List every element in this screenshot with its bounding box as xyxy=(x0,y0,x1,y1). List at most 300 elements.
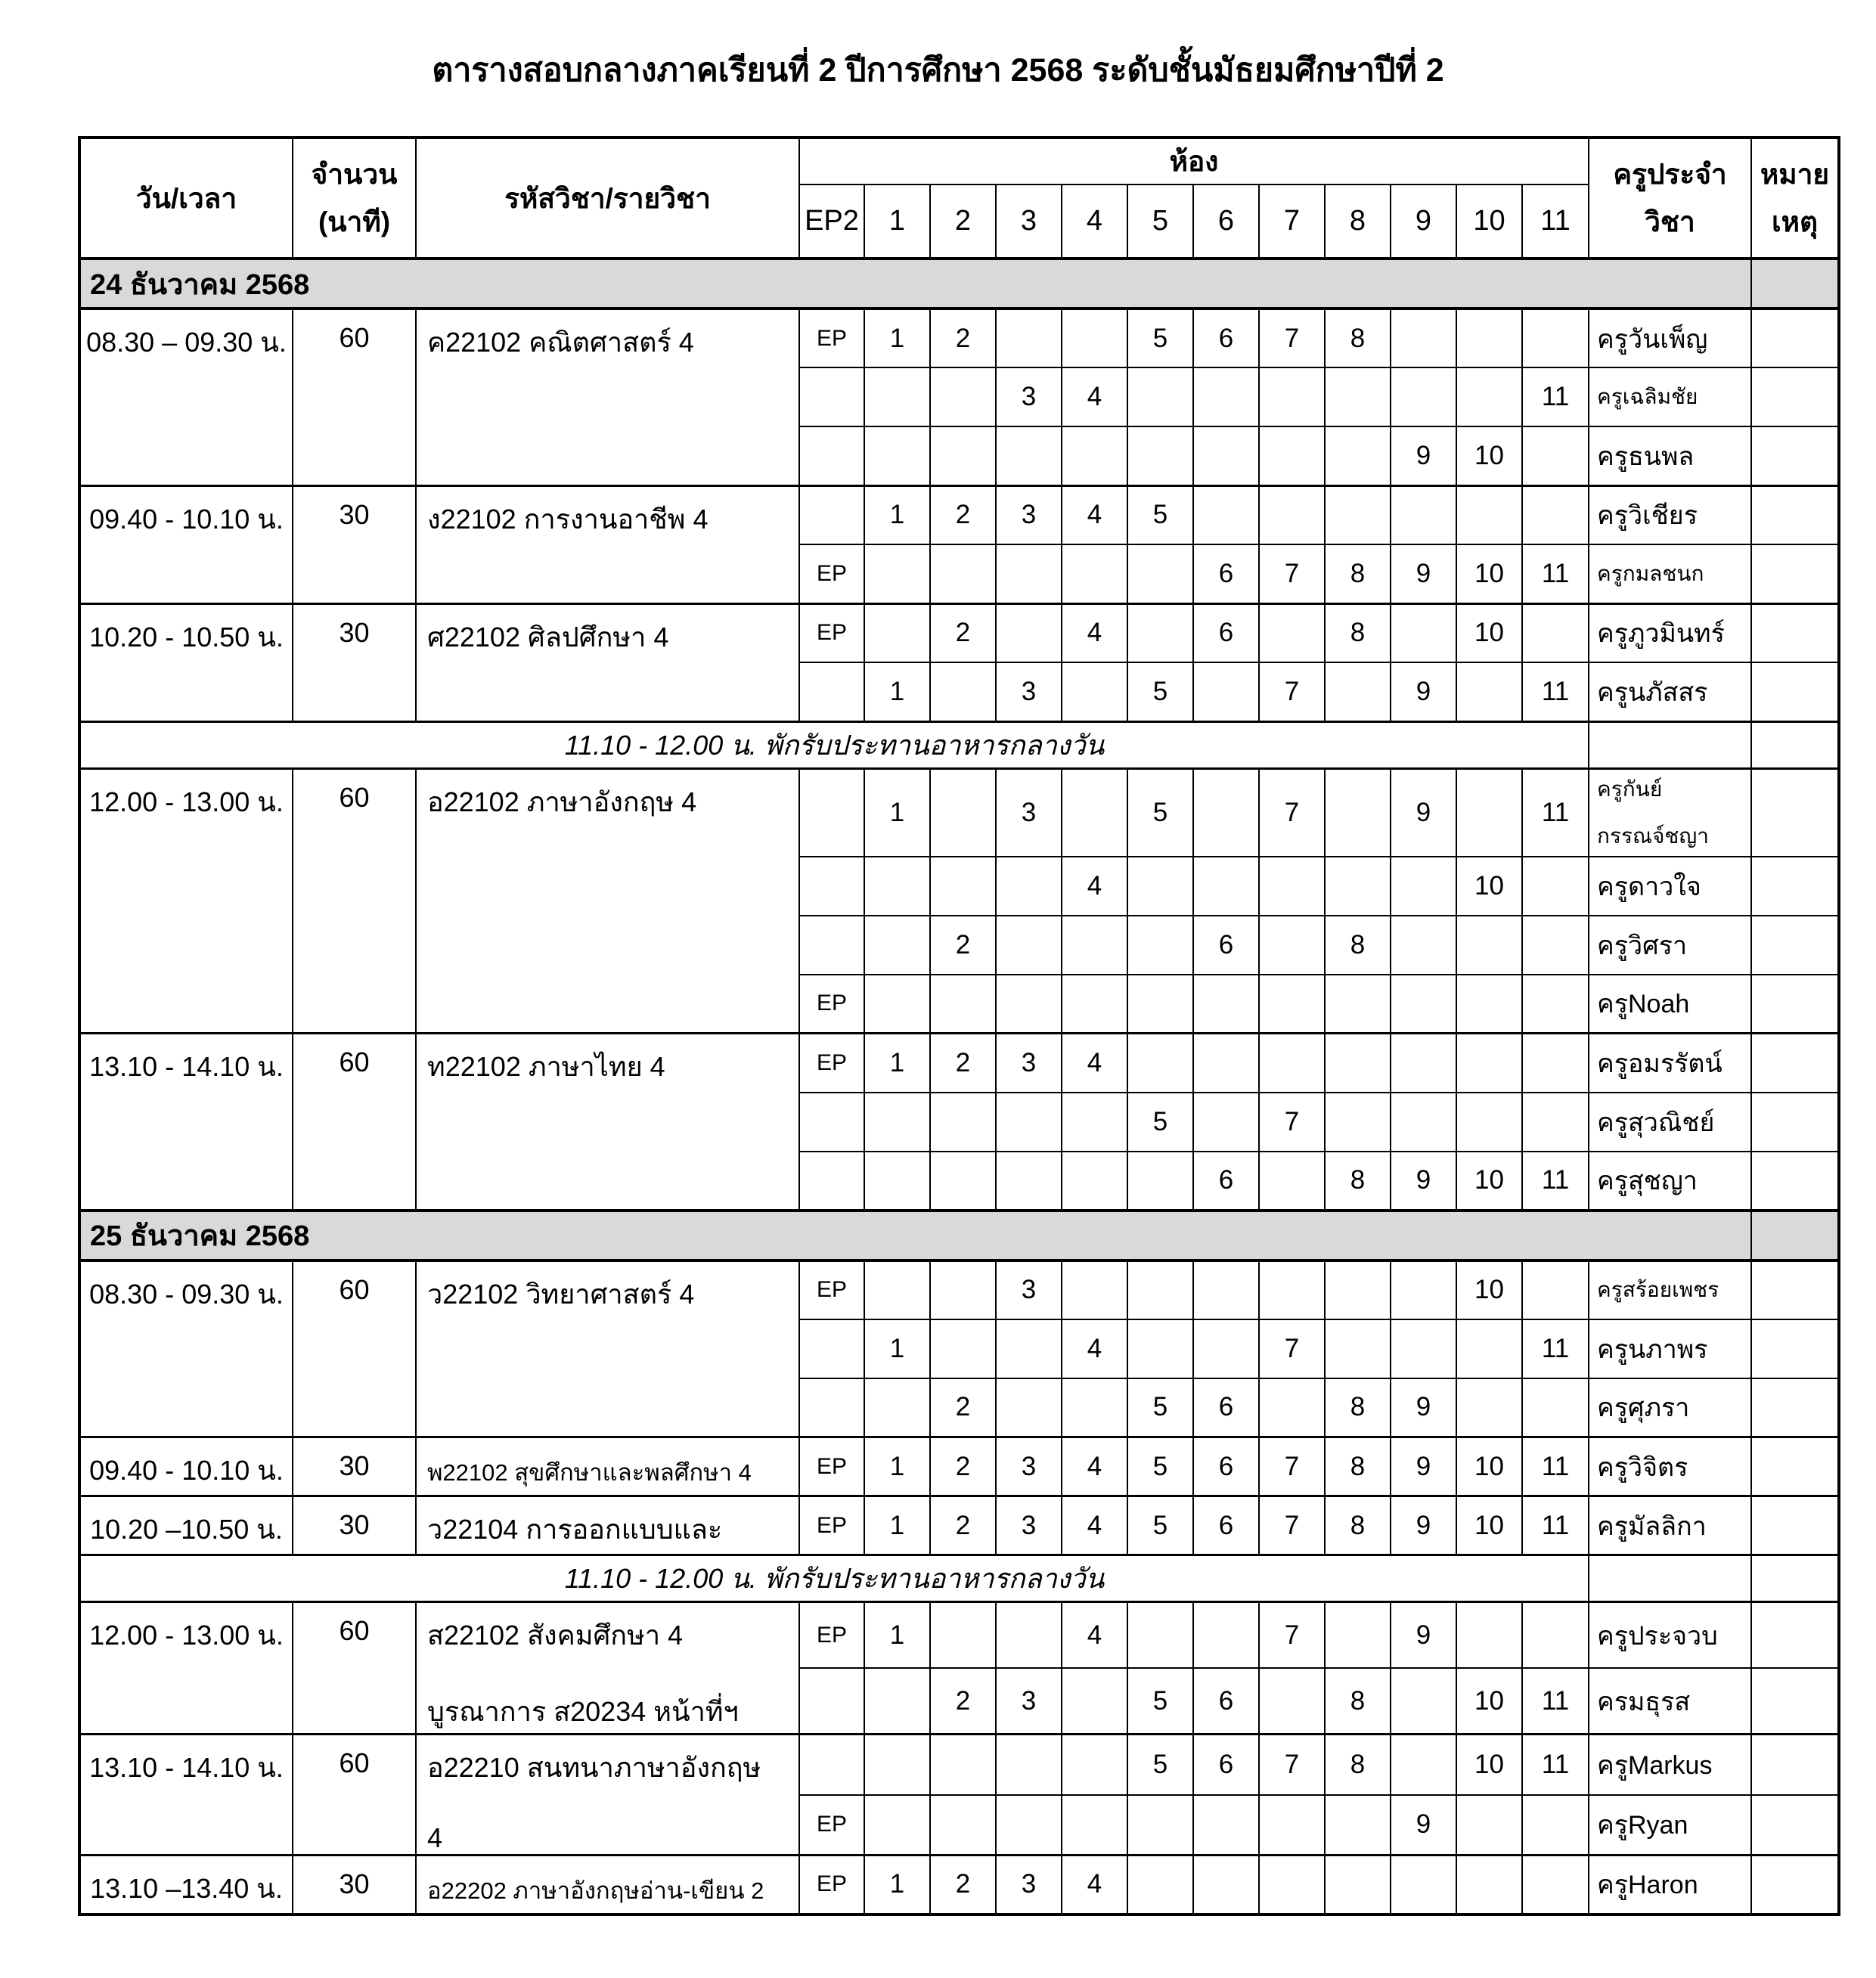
header-teacher-line: ครูประจำ xyxy=(1613,159,1727,190)
remark-cell xyxy=(1751,1093,1839,1152)
room-cell xyxy=(1325,1856,1391,1914)
teacher-cell xyxy=(1589,544,1751,603)
subject-line: ศ22102 ศิลปศึกษา 4 xyxy=(427,621,669,653)
room-cell xyxy=(1259,1668,1325,1735)
room-cell xyxy=(1259,603,1325,662)
subject-cell xyxy=(416,308,799,485)
header-room-8: 8 xyxy=(1325,184,1391,259)
subject-line: อ22102 ภาษาอังกฤษ 4 xyxy=(427,786,697,817)
room-cell xyxy=(1193,1034,1259,1093)
room-cell xyxy=(1522,857,1589,916)
header-room-7: 7 xyxy=(1259,184,1325,259)
room-cell xyxy=(1456,662,1522,721)
room-cell xyxy=(1062,662,1127,721)
room-cell xyxy=(996,1735,1062,1795)
teacher-name-line: ครูวิศรา xyxy=(1597,931,1688,960)
room-cell: 8 xyxy=(1325,544,1391,603)
room-cell: EP xyxy=(799,1034,864,1093)
room-cell xyxy=(930,367,996,426)
room-cell xyxy=(1456,367,1522,426)
room-cell xyxy=(1259,1378,1325,1437)
room-cell xyxy=(996,1378,1062,1437)
room-cell: 8 xyxy=(1325,1735,1391,1795)
room-cell xyxy=(1127,1856,1193,1914)
teacher-cell xyxy=(1589,1555,1751,1602)
room-cell: 6 xyxy=(1193,1152,1259,1211)
room-cell: 8 xyxy=(1325,1378,1391,1437)
room-cell xyxy=(1325,1093,1391,1152)
room-cell xyxy=(864,367,930,426)
room-cell xyxy=(1062,1795,1127,1856)
room-cell xyxy=(1456,916,1522,975)
remark-cell xyxy=(1751,1034,1839,1093)
room-cell xyxy=(1391,1735,1456,1795)
room-cell xyxy=(1325,857,1391,916)
room-cell xyxy=(930,1260,996,1319)
room-cell xyxy=(1193,768,1259,857)
room-cell: 11 xyxy=(1522,1735,1589,1795)
teacher-name-line: ครูวิจิตร xyxy=(1597,1452,1688,1482)
room-cell xyxy=(1193,1795,1259,1856)
subject-cell xyxy=(416,1856,799,1914)
room-cell: 8 xyxy=(1325,1152,1391,1211)
room-cell xyxy=(1127,975,1193,1034)
room-cell xyxy=(930,544,996,603)
room-cell: 5 xyxy=(1127,1093,1193,1152)
room-cell xyxy=(1062,1260,1127,1319)
room-cell xyxy=(1127,916,1193,975)
room-cell xyxy=(864,857,930,916)
room-cell xyxy=(1259,1034,1325,1093)
remark-cell xyxy=(1751,1437,1839,1496)
room-cell xyxy=(1456,1093,1522,1152)
exam-row xyxy=(79,1034,1839,1093)
room-cell: 5 xyxy=(1127,1496,1193,1555)
room-cell xyxy=(1456,1034,1522,1093)
room-cell: 1 xyxy=(864,768,930,857)
room-cell xyxy=(1325,426,1391,485)
room-cell xyxy=(1456,1378,1522,1437)
room-cell: 10 xyxy=(1456,603,1522,662)
section-date: 24 ธันวาคม 2568 xyxy=(79,259,1751,308)
room-cell: 7 xyxy=(1259,1602,1325,1669)
room-cell xyxy=(799,1319,864,1378)
room-cell xyxy=(1127,1260,1193,1319)
room-cell xyxy=(1193,1093,1259,1152)
teacher-name-line: ครูวันเพ็ญ xyxy=(1597,324,1708,354)
room-cell xyxy=(1127,857,1193,916)
room-cell xyxy=(1127,1152,1193,1211)
room-cell xyxy=(1259,1856,1325,1914)
room-cell xyxy=(930,662,996,721)
room-cell: 6 xyxy=(1193,603,1259,662)
subject-cell xyxy=(416,1034,799,1211)
teacher-cell xyxy=(1589,1093,1751,1152)
room-cell xyxy=(930,768,996,857)
time-cell: 12.00 - 13.00 น. xyxy=(79,768,293,1034)
room-cell: 4 xyxy=(1062,1319,1127,1378)
header-room-ep2: EP2 xyxy=(799,184,864,259)
room-cell: 8 xyxy=(1325,1668,1391,1735)
room-cell xyxy=(1391,367,1456,426)
remark-cell xyxy=(1751,1260,1839,1319)
exam-row xyxy=(79,768,1839,857)
teacher-cell xyxy=(1589,916,1751,975)
room-cell xyxy=(1325,1260,1391,1319)
room-cell xyxy=(930,857,996,916)
room-cell: 1 xyxy=(864,1856,930,1914)
time-cell: 12.00 - 13.00 น. xyxy=(79,1602,293,1735)
room-cell: 3 xyxy=(996,485,1062,544)
room-cell: 4 xyxy=(1062,603,1127,662)
header-day-time: วัน/เวลา xyxy=(79,138,293,259)
room-cell xyxy=(930,975,996,1034)
header-room-9: 9 xyxy=(1391,184,1456,259)
room-cell: 6 xyxy=(1193,544,1259,603)
room-cell xyxy=(1456,1319,1522,1378)
page-title: ตารางสอบกลางภาคเรียนที่ 2 ปีการศึกษา 2568 ระดับชั้นมัธยมศึกษาปีที่ 2 xyxy=(432,52,1444,88)
teacher-cell xyxy=(1589,603,1751,662)
time-cell: 10.20 –10.50 น. xyxy=(79,1496,293,1555)
header-duration-line: (นาที) xyxy=(318,206,391,237)
room-cell: 4 xyxy=(1062,1496,1127,1555)
minutes-cell: 30 xyxy=(293,1856,416,1914)
teacher-cell xyxy=(1589,1856,1751,1914)
section-remark-cell xyxy=(1751,1211,1839,1260)
time-cell: 13.10 - 14.10 น. xyxy=(79,1034,293,1211)
minutes-cell: 30 xyxy=(293,1496,416,1555)
section-row xyxy=(79,259,1839,308)
subject-line: 4 xyxy=(427,1822,443,1853)
remark-cell xyxy=(1751,544,1839,603)
room-cell xyxy=(930,426,996,485)
room-cell xyxy=(996,1319,1062,1378)
room-cell xyxy=(1522,1260,1589,1319)
room-cell xyxy=(1522,1795,1589,1856)
exam-row xyxy=(79,1602,1839,1669)
room-cell xyxy=(1127,1034,1193,1093)
room-cell: 11 xyxy=(1522,1496,1589,1555)
room-cell xyxy=(864,1668,930,1735)
room-cell: 6 xyxy=(1193,1496,1259,1555)
room-cell xyxy=(1522,1378,1589,1437)
room-cell: 4 xyxy=(1062,367,1127,426)
room-cell xyxy=(1391,485,1456,544)
room-cell xyxy=(799,1668,864,1735)
room-cell: 1 xyxy=(864,1602,930,1669)
room-cell xyxy=(1259,367,1325,426)
room-cell xyxy=(1062,1735,1127,1795)
room-cell xyxy=(1325,1319,1391,1378)
subject-line: บูรณาการ ส20234 หน้าที่ฯ xyxy=(427,1696,739,1727)
room-cell: 8 xyxy=(1325,603,1391,662)
room-cell: 5 xyxy=(1127,485,1193,544)
remark-cell xyxy=(1751,857,1839,916)
teacher-cell xyxy=(1589,367,1751,426)
room-cell: EP xyxy=(799,1260,864,1319)
room-cell xyxy=(799,1735,864,1795)
room-cell xyxy=(799,367,864,426)
room-cell: 11 xyxy=(1522,662,1589,721)
subject-cell xyxy=(416,768,799,1034)
teacher-name-line: ครูสร้อยเพชร xyxy=(1597,1278,1719,1301)
room-cell xyxy=(1522,485,1589,544)
time-cell: 09.40 - 10.10 น. xyxy=(79,485,293,603)
room-cell xyxy=(996,1602,1062,1669)
room-cell: EP xyxy=(799,1856,864,1914)
header-room-11: 11 xyxy=(1522,184,1589,259)
room-cell xyxy=(1193,1260,1259,1319)
subject-line: ค22102 คณิตศาสตร์ 4 xyxy=(427,327,694,358)
room-cell xyxy=(996,916,1062,975)
header-room-3: 3 xyxy=(996,184,1062,259)
remark-cell xyxy=(1751,1555,1839,1602)
room-cell xyxy=(1259,916,1325,975)
section-row xyxy=(79,1211,1839,1260)
room-cell: 6 xyxy=(1193,1668,1259,1735)
header-room-4: 4 xyxy=(1062,184,1127,259)
room-cell: 3 xyxy=(996,662,1062,721)
room-cell: 10 xyxy=(1456,1260,1522,1319)
header-room-1: 1 xyxy=(864,184,930,259)
subject-line: อ22210 สนทนาภาษาอังกฤษ xyxy=(427,1752,761,1783)
room-cell xyxy=(864,1378,930,1437)
remark-cell xyxy=(1751,1602,1839,1669)
room-cell: EP xyxy=(799,1602,864,1669)
teacher-name-line: ครูศุภรา xyxy=(1597,1394,1690,1423)
room-cell xyxy=(1325,768,1391,857)
room-cell: 5 xyxy=(1127,1437,1193,1496)
room-cell xyxy=(1193,662,1259,721)
room-cell: 4 xyxy=(1062,485,1127,544)
room-cell: 7 xyxy=(1259,308,1325,367)
remark-cell xyxy=(1751,1735,1839,1795)
room-cell xyxy=(1391,1034,1456,1093)
exam-row xyxy=(79,1496,1839,1555)
subject-line: ส22102 สังคมศึกษา 4 xyxy=(427,1620,684,1651)
room-cell: EP xyxy=(799,308,864,367)
room-cell xyxy=(1325,1602,1391,1669)
room-cell xyxy=(1325,485,1391,544)
room-cell xyxy=(799,662,864,721)
remark-cell xyxy=(1751,1319,1839,1378)
room-cell xyxy=(1127,1319,1193,1378)
remark-cell xyxy=(1751,1856,1839,1914)
room-cell xyxy=(1127,603,1193,662)
teacher-name-line: ครูHaron xyxy=(1597,1871,1698,1900)
room-cell xyxy=(1522,1856,1589,1914)
room-cell xyxy=(799,1378,864,1437)
room-cell xyxy=(1522,308,1589,367)
subject-cell xyxy=(416,603,799,721)
remark-cell xyxy=(1751,426,1839,485)
room-cell xyxy=(1456,768,1522,857)
room-cell: 1 xyxy=(864,1034,930,1093)
room-cell: 1 xyxy=(864,662,930,721)
room-cell xyxy=(1522,975,1589,1034)
remark-cell xyxy=(1751,1378,1839,1437)
room-cell xyxy=(1325,367,1391,426)
room-cell xyxy=(1062,1152,1127,1211)
room-cell xyxy=(1391,1093,1456,1152)
room-cell xyxy=(864,1735,930,1795)
room-cell: 7 xyxy=(1259,544,1325,603)
minutes-cell: 30 xyxy=(293,485,416,603)
room-cell: 10 xyxy=(1456,857,1522,916)
room-cell: 11 xyxy=(1522,1668,1589,1735)
room-cell: 8 xyxy=(1325,1496,1391,1555)
room-cell xyxy=(996,426,1062,485)
subject-line: อ22202 ภาษาอังกฤษอ่าน-เขียน 2 xyxy=(427,1877,764,1904)
teacher-cell xyxy=(1589,721,1751,768)
remark-cell xyxy=(1751,485,1839,544)
room-cell: 1 xyxy=(864,1319,930,1378)
remark-cell xyxy=(1751,721,1839,768)
room-cell xyxy=(1062,768,1127,857)
minutes-cell: 60 xyxy=(293,1735,416,1856)
header-room-5: 5 xyxy=(1127,184,1193,259)
room-cell: 6 xyxy=(1193,1437,1259,1496)
room-cell xyxy=(1391,916,1456,975)
room-cell xyxy=(930,1093,996,1152)
subject-cell xyxy=(416,1496,799,1555)
room-cell: 10 xyxy=(1456,1496,1522,1555)
teacher-name-line: ครูภูวมินทร์ xyxy=(1597,619,1725,649)
room-cell xyxy=(1062,916,1127,975)
minutes-cell: 30 xyxy=(293,603,416,721)
room-cell: 2 xyxy=(930,1378,996,1437)
subject-line: ว22102 วิทยาศาสตร์ 4 xyxy=(427,1278,695,1310)
remark-cell xyxy=(1751,975,1839,1034)
room-cell xyxy=(1193,1602,1259,1669)
header-remark xyxy=(1751,138,1839,259)
room-cell xyxy=(996,1152,1062,1211)
room-cell: 3 xyxy=(996,1437,1062,1496)
header-remark-line: หมาย xyxy=(1760,159,1830,190)
room-cell: 3 xyxy=(996,768,1062,857)
remark-cell xyxy=(1751,916,1839,975)
remark-cell xyxy=(1751,768,1839,857)
header-teacher xyxy=(1589,138,1751,259)
room-cell xyxy=(930,1795,996,1856)
exam-row xyxy=(79,308,1839,367)
room-cell xyxy=(1325,662,1391,721)
room-cell xyxy=(864,544,930,603)
room-cell: 4 xyxy=(1062,1437,1127,1496)
room-cell xyxy=(1193,975,1259,1034)
remark-cell xyxy=(1751,1795,1839,1856)
room-cell: 5 xyxy=(1127,308,1193,367)
teacher-name-line: ครูธนพล xyxy=(1597,442,1695,471)
teacher-name-line: ครูวิเชียร xyxy=(1597,501,1698,531)
room-cell: 4 xyxy=(1062,1856,1127,1914)
room-cell xyxy=(799,1093,864,1152)
lunch-break-row xyxy=(79,721,1839,768)
time-cell: 13.10 –13.40 น. xyxy=(79,1856,293,1914)
teacher-cell xyxy=(1589,1319,1751,1378)
room-cell: 5 xyxy=(1127,1735,1193,1795)
teacher-cell xyxy=(1589,426,1751,485)
room-cell xyxy=(1456,1856,1522,1914)
room-cell xyxy=(1456,975,1522,1034)
room-cell: EP xyxy=(799,603,864,662)
minutes-cell: 60 xyxy=(293,1602,416,1735)
header-subject: รหัสวิชา/รายวิชา xyxy=(416,138,799,259)
room-cell xyxy=(930,1735,996,1795)
room-cell: 9 xyxy=(1391,426,1456,485)
room-cell: 5 xyxy=(1127,768,1193,857)
header-remark-line: เหตุ xyxy=(1771,206,1819,237)
room-cell xyxy=(1259,426,1325,485)
room-cell xyxy=(799,485,864,544)
subject-line: ท22102 ภาษาไทย 4 xyxy=(427,1051,665,1082)
minutes-cell: 60 xyxy=(293,308,416,485)
room-cell xyxy=(1325,1795,1391,1856)
remark-cell xyxy=(1751,308,1839,367)
teacher-cell xyxy=(1589,1496,1751,1555)
room-cell: 7 xyxy=(1259,1496,1325,1555)
minutes-cell: 60 xyxy=(293,1260,416,1437)
room-cell xyxy=(1522,1093,1589,1152)
room-cell: 2 xyxy=(930,1437,996,1496)
time-cell: 08.30 – 09.30 น. xyxy=(79,308,293,485)
teacher-name-line: ครูกมลชนก xyxy=(1597,561,1704,585)
room-cell: 7 xyxy=(1259,1437,1325,1496)
lunch-break-row xyxy=(79,1555,1839,1602)
room-cell xyxy=(1325,1034,1391,1093)
room-cell: 1 xyxy=(864,308,930,367)
room-cell: 11 xyxy=(1522,1152,1589,1211)
room-cell xyxy=(996,1795,1062,1856)
room-cell xyxy=(930,1319,996,1378)
teacher-name-line: ครูนภาพร xyxy=(1597,1335,1708,1364)
room-cell xyxy=(1456,485,1522,544)
room-cell: 2 xyxy=(930,1856,996,1914)
header-duration xyxy=(293,138,416,259)
room-cell: 10 xyxy=(1456,544,1522,603)
room-cell xyxy=(1193,1319,1259,1378)
subject-cell xyxy=(416,1260,799,1437)
room-cell: 9 xyxy=(1391,1152,1456,1211)
room-cell xyxy=(1127,1795,1193,1856)
teacher-cell xyxy=(1589,1378,1751,1437)
room-cell xyxy=(1062,975,1127,1034)
subject-cell xyxy=(416,1437,799,1496)
room-cell xyxy=(1062,308,1127,367)
teacher-cell xyxy=(1589,1668,1751,1735)
header-room-group: ห้อง xyxy=(799,138,1589,184)
room-cell xyxy=(1391,1319,1456,1378)
exam-row xyxy=(79,1856,1839,1914)
teacher-name-line: ครูสุชญา xyxy=(1597,1167,1698,1195)
room-cell xyxy=(864,1093,930,1152)
teacher-cell xyxy=(1589,975,1751,1034)
room-cell: 6 xyxy=(1193,1378,1259,1437)
room-cell xyxy=(1062,1378,1127,1437)
remark-cell xyxy=(1751,662,1839,721)
room-cell: 3 xyxy=(996,1034,1062,1093)
time-cell: 13.10 - 14.10 น. xyxy=(79,1735,293,1856)
room-cell xyxy=(864,1795,930,1856)
room-cell: 2 xyxy=(930,1668,996,1735)
room-cell: 3 xyxy=(996,1668,1062,1735)
room-cell: 3 xyxy=(996,367,1062,426)
room-cell: 11 xyxy=(1522,1319,1589,1378)
teacher-cell xyxy=(1589,308,1751,367)
room-cell: 2 xyxy=(930,1496,996,1555)
exam-row xyxy=(79,603,1839,662)
room-cell: EP xyxy=(799,1496,864,1555)
